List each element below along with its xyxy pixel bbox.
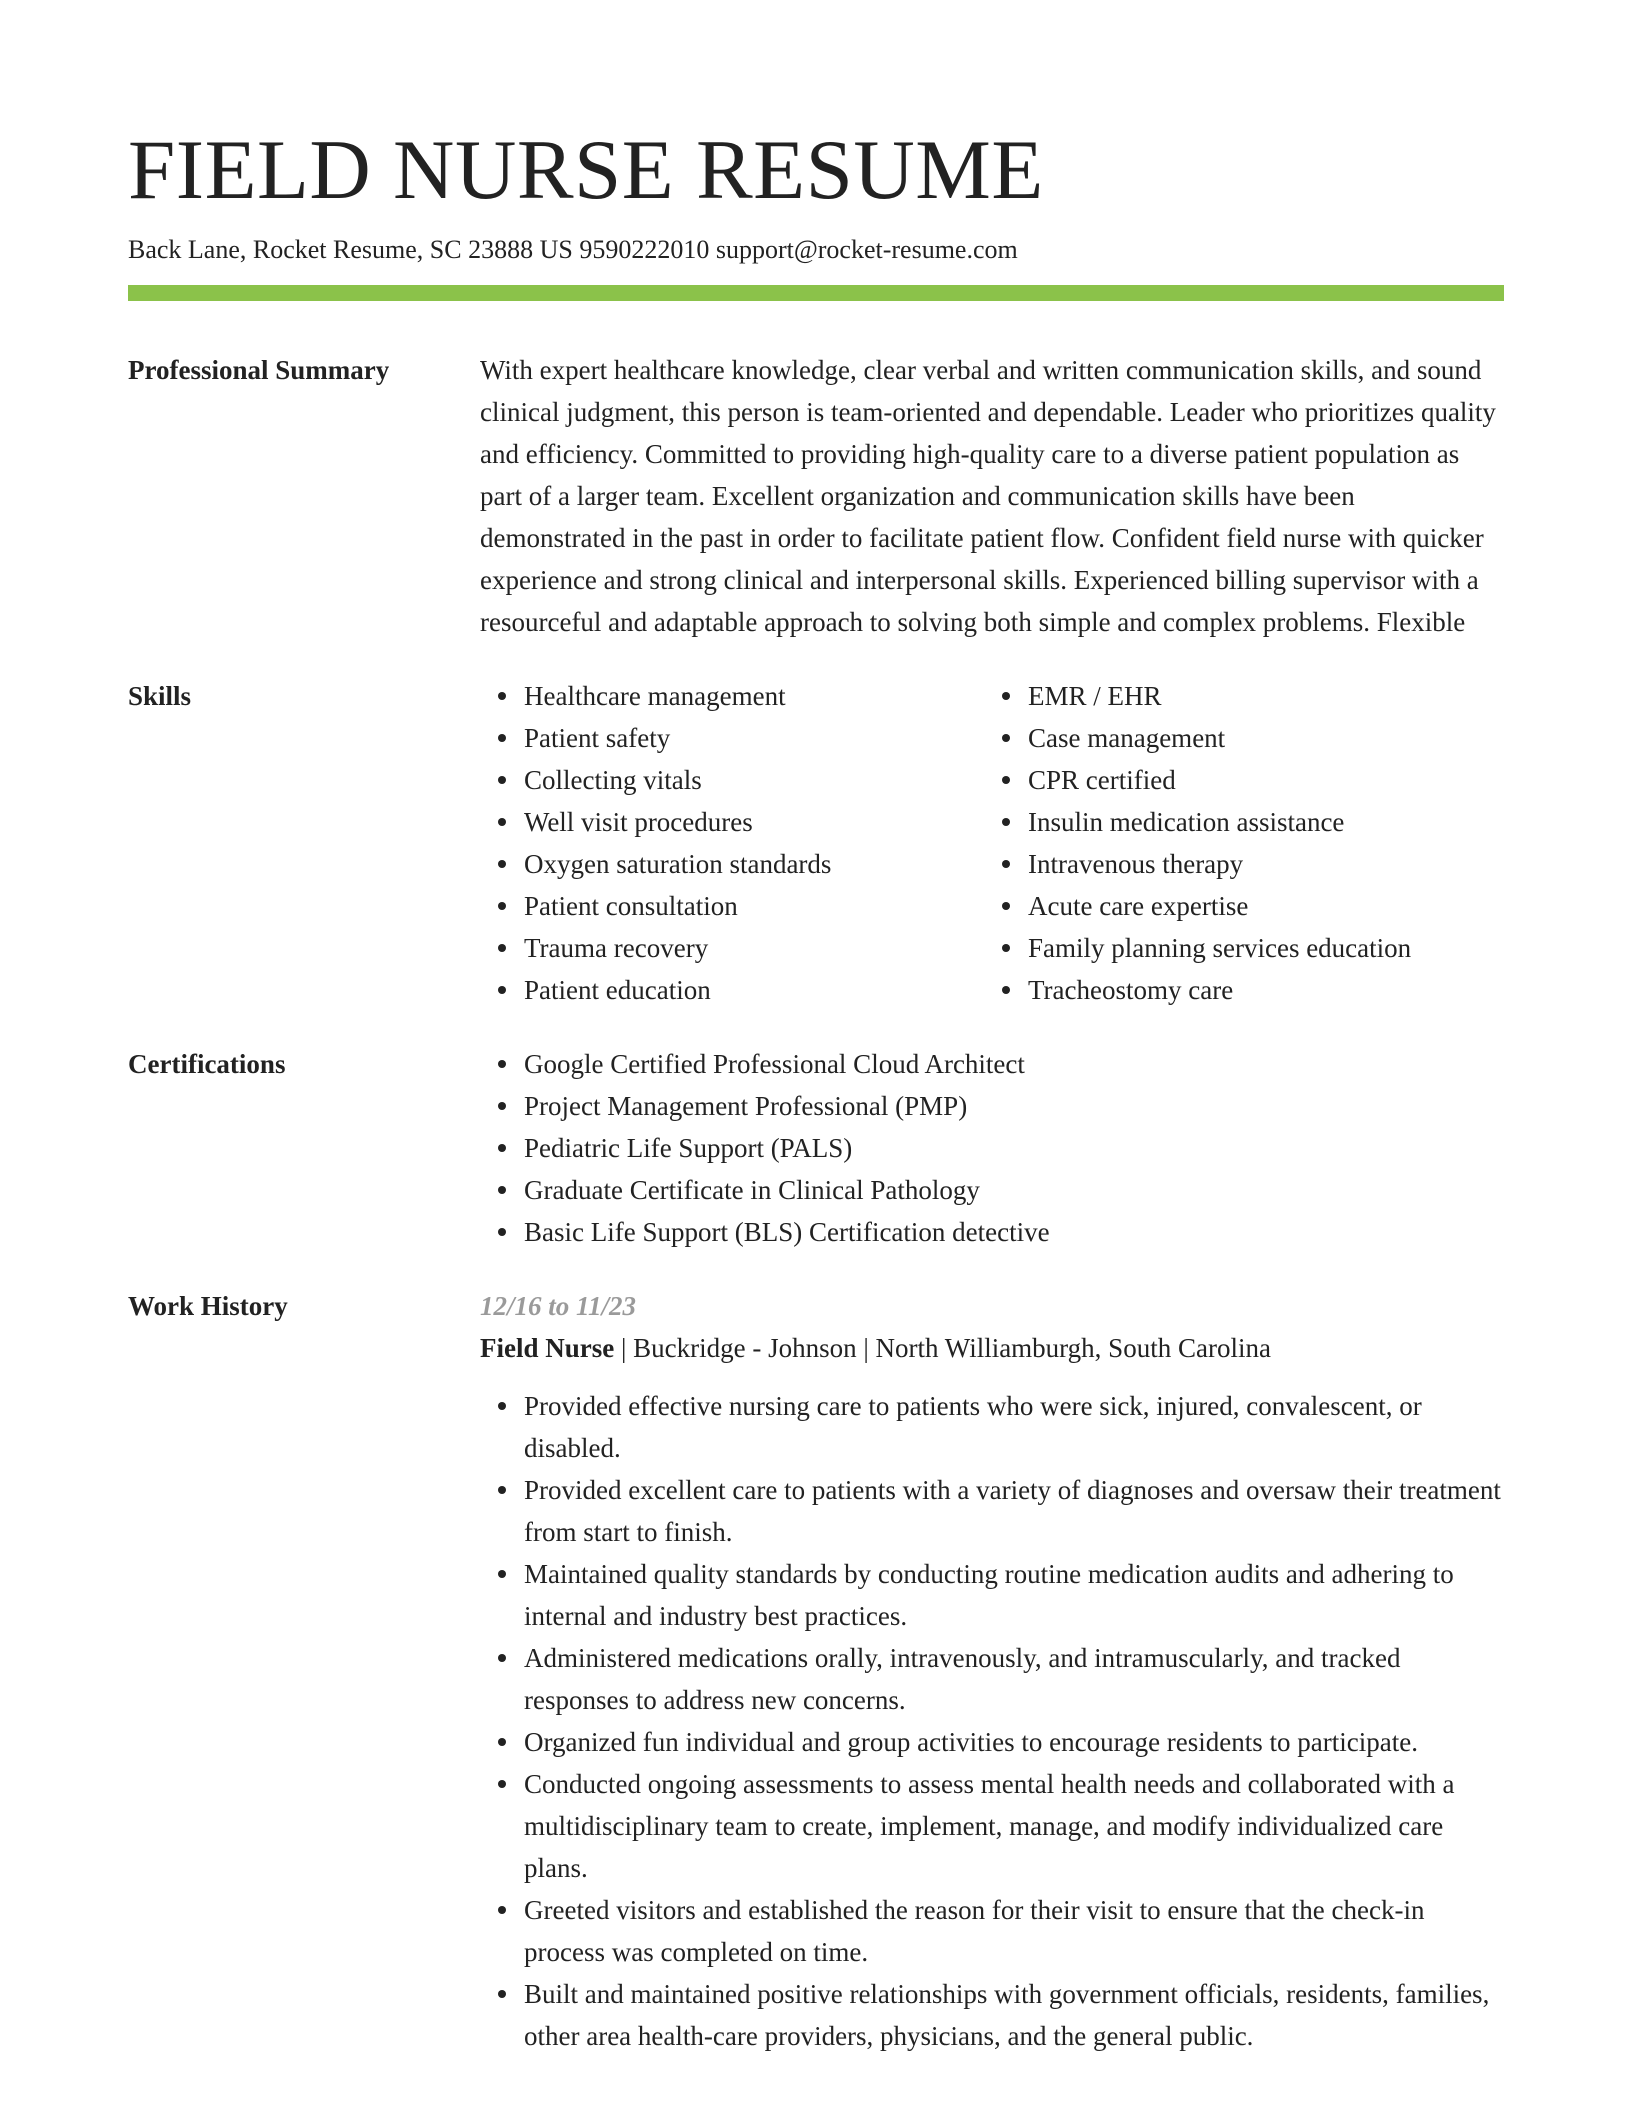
job-header	[480, 1327, 1504, 1369]
certification-item: Basic Life Support (BLS) Certification detective	[524, 1211, 1504, 1253]
skill-item: Case management	[1028, 717, 1488, 759]
skills-body	[480, 675, 1504, 1011]
skills-heading: Skills	[128, 681, 192, 711]
certification-item: Pediatric Life Support (PALS)	[524, 1127, 1504, 1169]
job-duty-item: Built and maintained positive relationships with government officials, residents, families, other area health-care providers, physicians, and the general public.	[524, 1973, 1504, 2057]
skill-item: Insulin medication assistance	[1028, 801, 1488, 843]
skill-item: Healthcare management	[524, 675, 984, 717]
job-duty-item: Greeted visitors and established the reason for their visit to ensure that the check-in process was completed on time.	[524, 1889, 1504, 1973]
work-history-body	[480, 1285, 1504, 2057]
header-divider	[128, 285, 1504, 301]
skill-item: Well visit procedures	[524, 801, 984, 843]
skills-section	[128, 675, 1504, 1011]
certifications-body	[480, 1043, 1504, 1253]
skill-item: Collecting vitals	[524, 759, 984, 801]
skill-item: Family planning services education	[1028, 927, 1488, 969]
skill-item: Trauma recovery	[524, 927, 984, 969]
job-duty-item: Maintained quality standards by conducting routine medication audits and adhering to internal and industry best practices.	[524, 1553, 1504, 1637]
summary-heading: Professional Summary	[128, 355, 390, 385]
work-history-section	[128, 1285, 1504, 2057]
skill-item: Patient education	[524, 969, 984, 1011]
skill-item: Acute care expertise	[1028, 885, 1488, 927]
resume-sections	[128, 349, 1504, 2057]
skill-item: Patient safety	[524, 717, 984, 759]
certifications-list	[480, 1043, 1504, 1253]
skill-item: Oxygen saturation standards	[524, 843, 984, 885]
certifications-heading: Certifications	[128, 1049, 286, 1079]
certification-item: Project Management Professional (PMP)	[524, 1085, 1504, 1127]
summary-body	[480, 349, 1504, 643]
skills-list-right	[984, 675, 1488, 1011]
summary-text: With expert healthcare knowledge, clear verbal and written communication skills, and sound clinical judgment, this person is team-oriented and dependable. Leader who prioritizes quality and efficiency. Committed to providing high-quality care to a diverse patient population as part of a larger team. Excellent organization and communication skills have been demonstrated in the past in order to facilitate patient flow. Confident field nurse with quicker experience and strong clinical and interpersonal skills. Experienced billing supervisor with a resourceful and adaptable approach to solving both simple and complex problems. Flexible	[480, 355, 1496, 637]
certifications-section	[128, 1043, 1504, 1253]
skill-item: CPR certified	[1028, 759, 1488, 801]
summary-section	[128, 349, 1504, 643]
skill-item: Intravenous therapy	[1028, 843, 1488, 885]
resume-title: FIELD NURSE RESUME	[128, 123, 1044, 217]
job-duty-item: Administered medications orally, intravenously, and intramuscularly, and tracked responses to address new concerns.	[524, 1637, 1504, 1721]
job-duty-item: Provided effective nursing care to patients who were sick, injured, convalescent, or disabled.	[524, 1385, 1504, 1469]
certification-item: Graduate Certificate in Clinical Pathology	[524, 1169, 1504, 1211]
job-duties-list	[480, 1385, 1504, 2057]
certification-item: Google Certified Professional Cloud Architect	[524, 1043, 1504, 1085]
contact-line: Back Lane, Rocket Resume, SC 23888 US 9590222010 support@rocket-resume.com	[128, 235, 1018, 264]
work-history-heading: Work History	[128, 1291, 288, 1321]
skills-columns	[480, 675, 1504, 1011]
job-employer-location: | Buckridge - Johnson | North Williamburgh, South Carolina	[614, 1333, 1271, 1363]
skill-item: EMR / EHR	[1028, 675, 1488, 717]
skills-list-left	[480, 675, 984, 1011]
skill-item: Tracheostomy care	[1028, 969, 1488, 1011]
skill-item: Patient consultation	[524, 885, 984, 927]
job-duty-item: Provided excellent care to patients with a variety of diagnoses and oversaw their treatment from start to finish.	[524, 1469, 1504, 1553]
job-dates: 12/16 to 11/23	[480, 1291, 637, 1321]
job-duty-item: Organized fun individual and group activities to encourage residents to participate.	[524, 1721, 1504, 1763]
job-duty-item: Conducted ongoing assessments to assess mental health needs and collaborated with a multidisciplinary team to create, implement, manage, and modify individualized care plans.	[524, 1763, 1504, 1889]
job-title: Field Nurse	[480, 1333, 615, 1363]
